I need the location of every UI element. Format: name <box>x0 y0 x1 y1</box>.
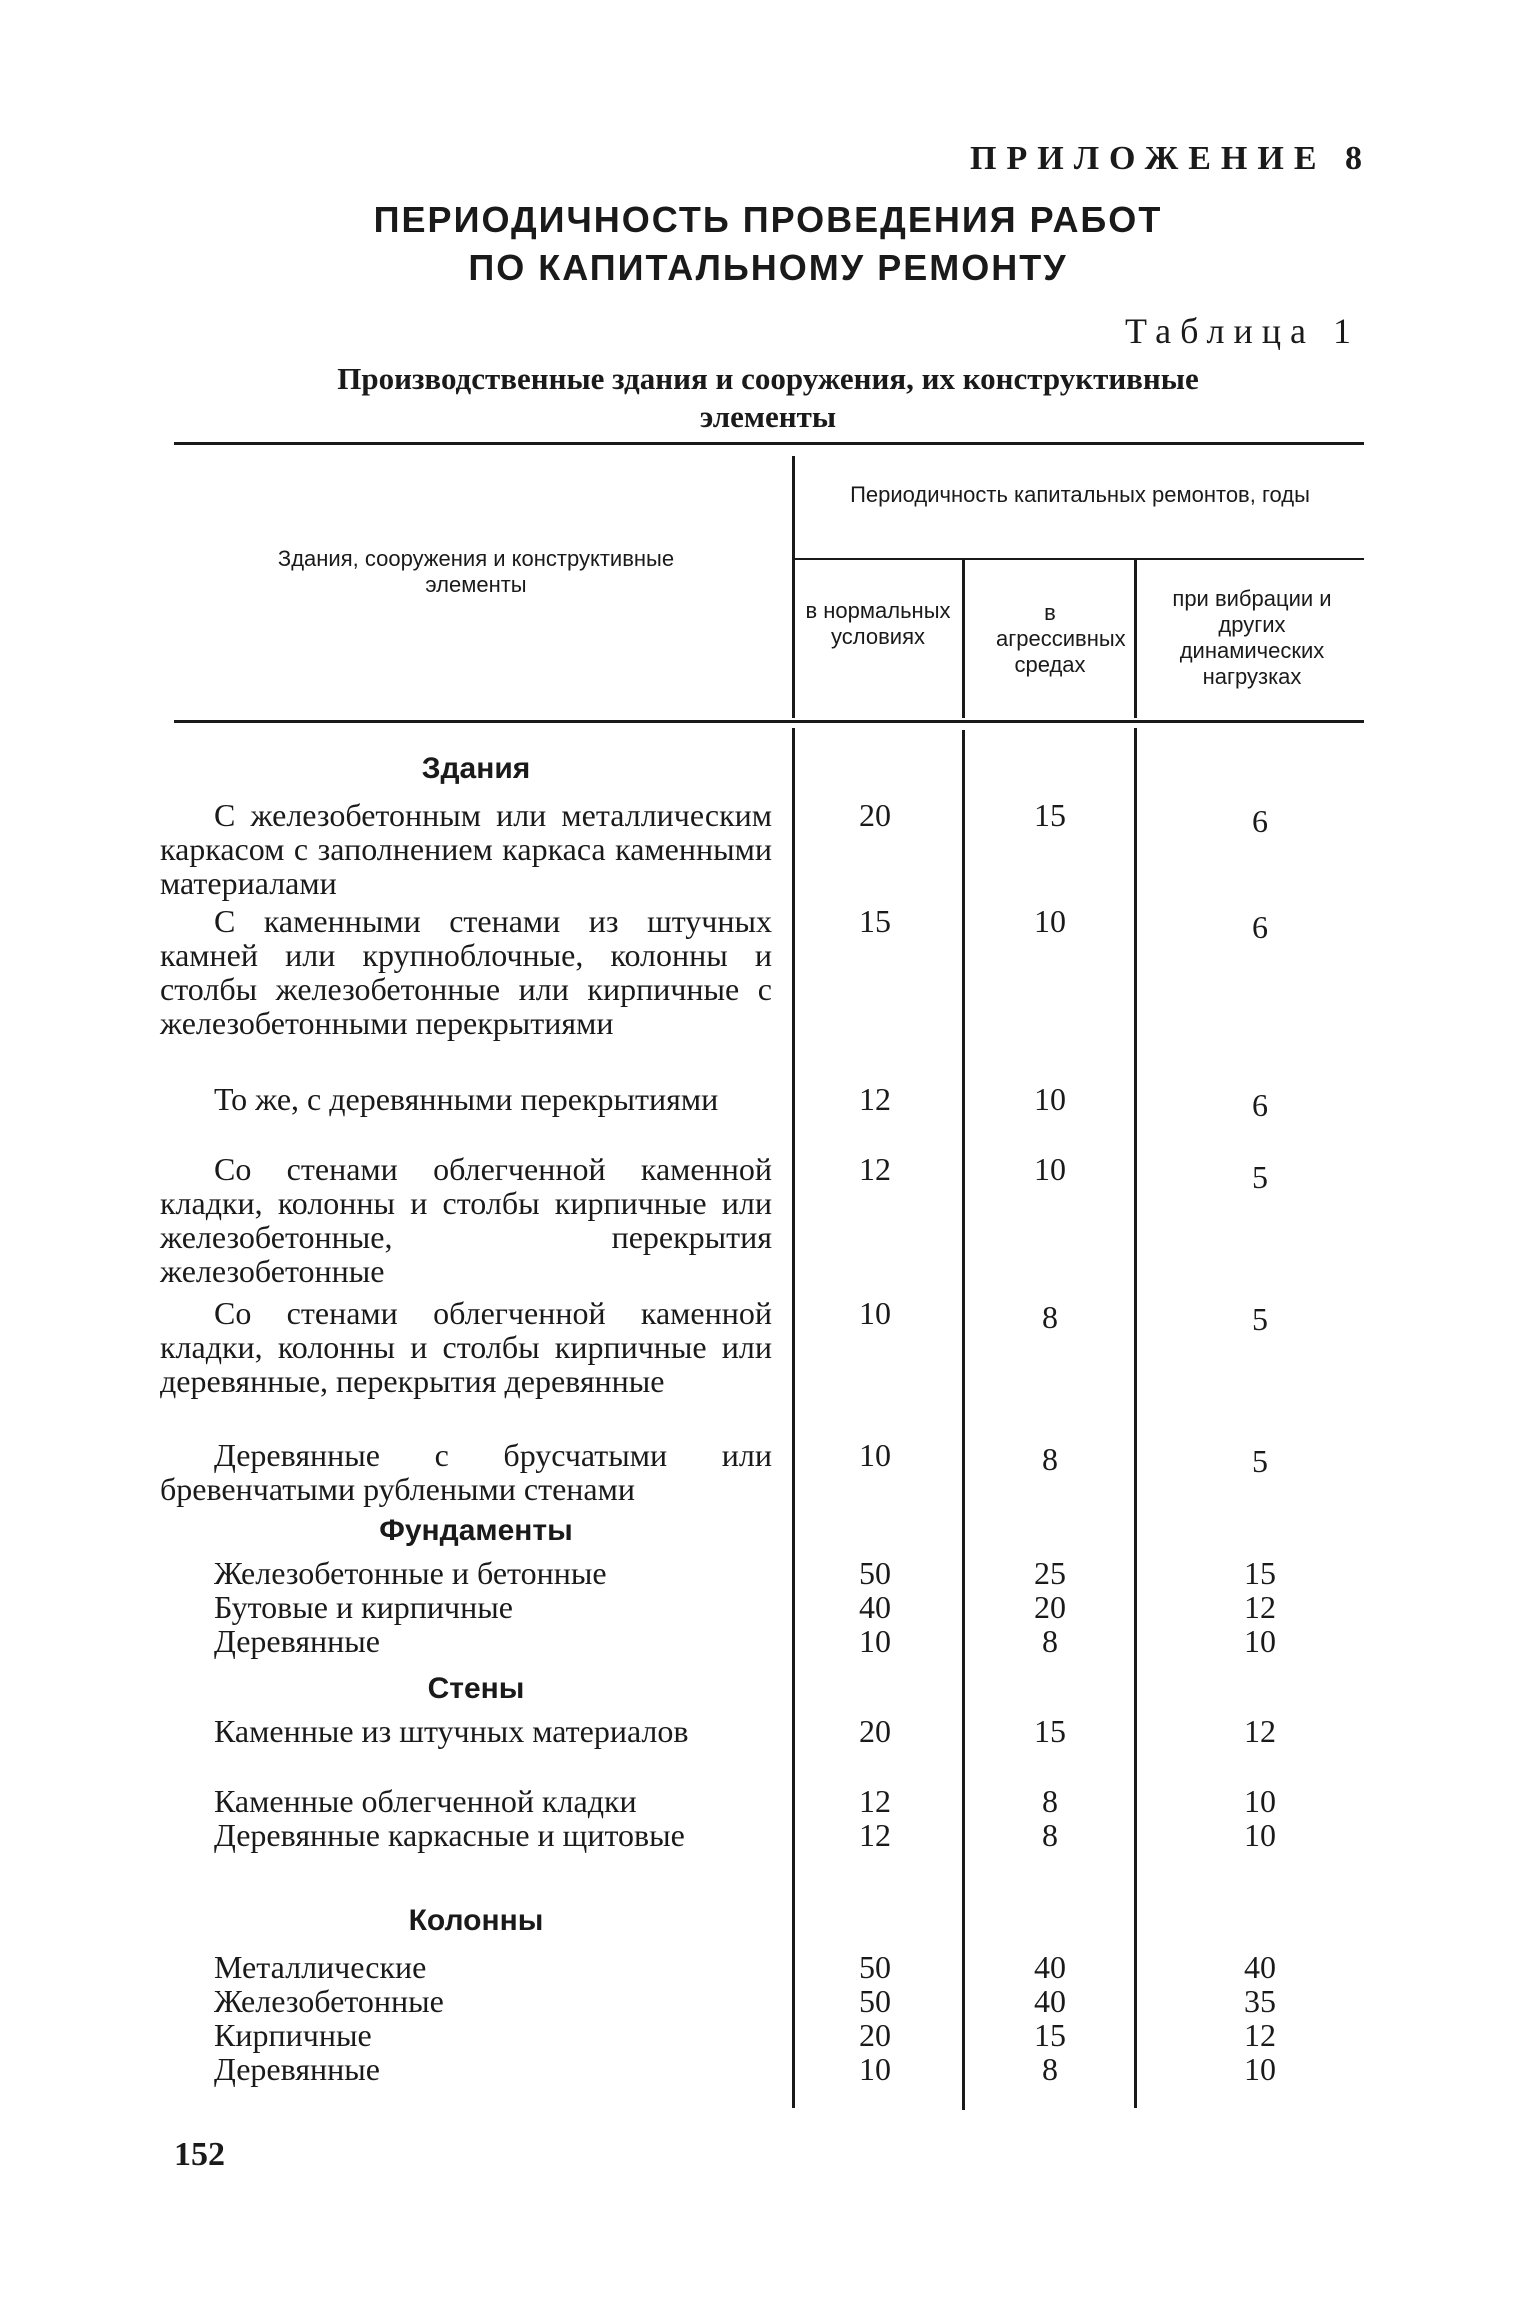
cell-vibration: 10 <box>1244 1817 1276 1853</box>
header-period-group: Периодичность капитальных ремонтов, годы <box>850 482 1310 507</box>
row-name: Со стенами облегченной каменной кладки, колонны и столбы кирпичные или железобетонные, перекрытия железобетонные <box>160 1151 772 1289</box>
cell-normal: 20 <box>859 797 891 833</box>
cell-normal: 50 <box>859 1949 891 1985</box>
cell-vibration: 6 <box>1252 803 1268 839</box>
header-vibration: при вибрации и других динамических нагрузках <box>1172 586 1332 689</box>
title-line-2: ПО КАПИТАЛЬНОМУ РЕМОНТУ <box>468 247 1068 288</box>
cell-normal: 12 <box>859 1151 891 1187</box>
cell-vibration: 10 <box>1244 2051 1276 2087</box>
cell-normal: 10 <box>859 1623 891 1659</box>
cell-aggressive: 8 <box>1042 1623 1058 1659</box>
header-divider-2 <box>962 560 965 718</box>
cell-aggressive: 10 <box>1034 903 1066 939</box>
cell-vibration: 12 <box>1244 2017 1276 2053</box>
row-name: Железобетонные и бетонные <box>214 1555 607 1591</box>
appendix-label: ПРИЛОЖЕНИЕ 8 <box>970 140 1372 177</box>
cell-aggressive: 15 <box>1034 797 1066 833</box>
cell-vibration: 10 <box>1244 1783 1276 1819</box>
section-title: Здания <box>421 752 531 785</box>
header-divider-1 <box>792 456 795 718</box>
cell-vibration: 15 <box>1244 1555 1276 1591</box>
cell-aggressive: 10 <box>1034 1151 1066 1187</box>
body-divider-3 <box>1134 728 1137 2108</box>
cell-normal: 50 <box>859 1983 891 2019</box>
cell-vibration: 6 <box>1252 909 1268 945</box>
row-name: Деревянные <box>214 2051 380 2087</box>
cell-vibration: 5 <box>1252 1301 1268 1337</box>
cell-normal: 12 <box>859 1817 891 1853</box>
table-caption-line-2: элементы <box>699 399 837 434</box>
cell-normal: 12 <box>859 1783 891 1819</box>
row-name: Деревянные каркасные и щитовые <box>214 1817 685 1853</box>
row-name: Металлические <box>214 1949 427 1985</box>
section-title: Фундаменты <box>379 1514 573 1547</box>
cell-vibration: 5 <box>1252 1159 1268 1195</box>
cell-vibration: 12 <box>1244 1713 1276 1749</box>
row-name: Железобетонные <box>214 1983 444 2019</box>
header-group-rule <box>794 558 1364 560</box>
row-name: Бутовые и кирпичные <box>214 1589 513 1625</box>
section-title: Стены <box>427 1672 525 1705</box>
cell-vibration: 35 <box>1244 1983 1276 2019</box>
cell-vibration: 12 <box>1244 1589 1276 1625</box>
row-name: То же, с деревянными перекрытиями <box>214 1081 719 1117</box>
cell-aggressive: 15 <box>1034 2017 1066 2053</box>
table-number: Таблица 1 <box>1125 311 1360 351</box>
row-name: Деревянные с брусчатыми или бревенчатыми рублеными стенами <box>160 1437 772 1507</box>
cell-aggressive: 15 <box>1034 1713 1066 1749</box>
cell-aggressive: 8 <box>1042 2051 1058 2087</box>
cell-normal: 20 <box>859 2017 891 2053</box>
title-line-1: ПЕРИОДИЧНОСТЬ ПРОВЕДЕНИЯ РАБОТ <box>373 199 1163 240</box>
cell-normal: 40 <box>859 1589 891 1625</box>
cell-aggressive: 8 <box>1042 1299 1058 1335</box>
table-top-rule <box>174 442 1364 445</box>
cell-normal: 20 <box>859 1713 891 1749</box>
row-name: Со стенами облегченной каменной кладки, колонны и столбы кирпичные или деревянные, перекрытия деревянные <box>160 1295 772 1399</box>
row-name: Каменные облегченной кладки <box>214 1783 637 1819</box>
header-names: Здания, сооружения и конструктивные элементы <box>277 546 675 597</box>
document-title <box>0 196 1536 292</box>
cell-vibration: 5 <box>1252 1443 1268 1479</box>
cell-aggressive: 10 <box>1034 1081 1066 1117</box>
cell-vibration: 40 <box>1244 1949 1276 1985</box>
cell-normal: 12 <box>859 1081 891 1117</box>
row-name: Кирпичные <box>214 2017 372 2053</box>
header-aggressive: в агрессивных средах <box>996 600 1126 677</box>
cell-aggressive: 40 <box>1034 1949 1066 1985</box>
row-name: С каменными стенами из штучных камней или крупноблочные, колонны и столбы железобетонные или кирпичные с железобетонными перекрытиями <box>160 903 772 1041</box>
cell-normal: 10 <box>859 1437 891 1473</box>
cell-normal: 50 <box>859 1555 891 1591</box>
row-name: С железобетонным или металлическим каркасом с заполнением каркаса каменными материалами <box>160 797 772 901</box>
cell-aggressive: 25 <box>1034 1555 1066 1591</box>
cell-normal: 10 <box>859 1295 891 1331</box>
body-divider-1 <box>792 728 795 2108</box>
cell-vibration: 10 <box>1244 1623 1276 1659</box>
cell-vibration: 6 <box>1252 1087 1268 1123</box>
header-divider-3 <box>1134 560 1137 718</box>
cell-normal: 10 <box>859 2051 891 2087</box>
section-title: Колонны <box>408 1904 544 1937</box>
body-divider-2 <box>962 730 965 2110</box>
row-name: Деревянные <box>214 1623 380 1659</box>
cell-aggressive: 8 <box>1042 1817 1058 1853</box>
table-caption-line-1: Производственные здания и сооружения, их конструктивные <box>337 361 1199 396</box>
cell-aggressive: 8 <box>1042 1441 1058 1477</box>
cell-aggressive: 20 <box>1034 1589 1066 1625</box>
row-name: Каменные из штучных материалов <box>214 1713 689 1749</box>
cell-normal: 15 <box>859 903 891 939</box>
cell-aggressive: 8 <box>1042 1783 1058 1819</box>
cell-aggressive: 40 <box>1034 1983 1066 2019</box>
page-number: 152 <box>174 2136 225 2173</box>
header-normal: в нормальных условиях <box>805 598 951 649</box>
header-bottom-rule <box>174 720 1364 723</box>
table-caption <box>0 360 1536 436</box>
